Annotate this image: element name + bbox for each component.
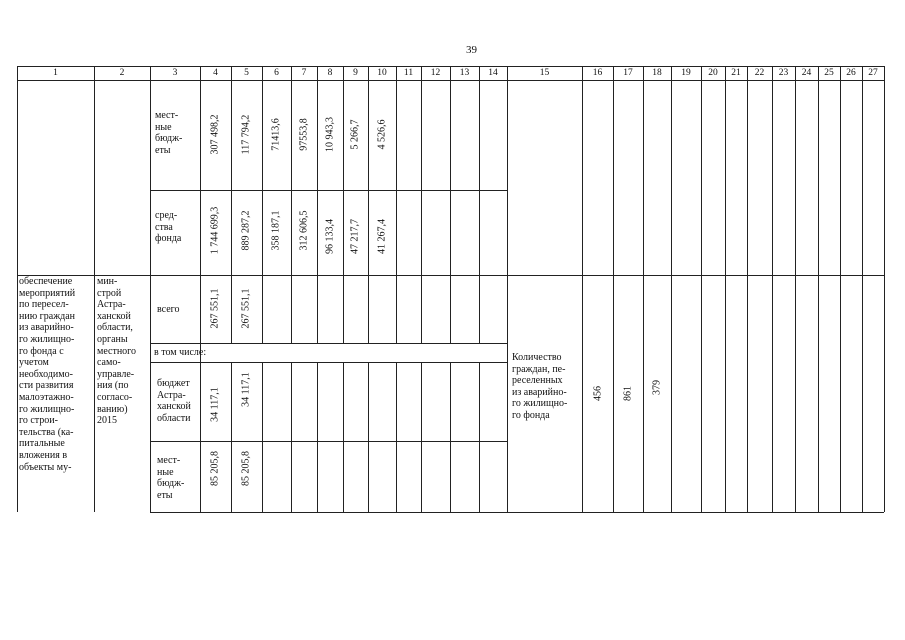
indicator-name: Количество граждан, пе- реселенных из аварийно- го жилищно- го фонда [512,352,568,421]
indicator-value: 861 [622,386,634,401]
col-line [343,362,344,512]
col-line [450,66,451,343]
col-line [17,66,18,512]
column-number-20: 20 [708,68,718,78]
col-line [291,66,292,343]
col-line [262,362,263,512]
col-line [772,66,773,512]
col-line [862,66,863,512]
cell-value: 71413,6 [270,118,282,151]
col-line [421,362,422,512]
col-line [725,66,726,512]
column-number-6: 6 [274,68,279,78]
column-number-15: 15 [539,68,550,78]
cell-value: 85 205,8 [240,451,252,486]
col-line [479,362,480,512]
row-divider [150,343,507,344]
col-line [747,66,748,512]
cell-value: 889 287,2 [240,210,252,251]
row-divider [150,441,507,442]
column-number-14: 14 [488,68,498,78]
page-number: 39 [466,44,477,56]
cell-value: 97553,8 [298,118,310,151]
col-line [200,66,201,512]
col-line [317,66,318,343]
col-line [840,66,841,512]
col-line [368,66,369,343]
column-number-22: 22 [754,68,765,78]
column-number-7: 7 [301,68,307,78]
cell-value: 47 217,7 [349,219,361,254]
row-divider [150,362,507,363]
col-line [643,66,644,512]
cell-value: 96 133,4 [324,219,336,254]
table-bottom-border [150,512,884,513]
cell-value: 34 117,1 [240,372,252,407]
column-number-8: 8 [327,68,333,78]
col-line [582,66,583,512]
cell-value: 267 551,1 [209,288,221,329]
cell-value: 117 794,2 [240,114,252,155]
col-line [150,66,151,512]
col-line [291,362,292,512]
row-label-including: в том числе: [154,347,207,358]
col-line [507,66,508,512]
row-label-regional-budget: бюджет Астра- ханской области [157,378,191,424]
column-number-5: 5 [244,68,249,78]
indicator-value: 456 [592,386,604,401]
col-line [450,362,451,512]
cell-value: 1 744 699,3 [209,206,221,255]
column-number-25: 25 [824,68,834,78]
cell-value: 358 187,1 [270,210,282,251]
col-line [701,66,702,512]
column-number-2: 2 [119,68,125,78]
column-number-24: 24 [801,68,812,78]
cell-value: 307 498,2 [209,114,221,155]
cell-value: 4 526,6 [376,119,388,150]
column-number-27: 27 [868,68,878,78]
cell-value: 10 943,3 [324,117,336,152]
column-number-16: 16 [592,68,603,78]
measure-description: обеспечение мероприятий по пересел- нию граждан из аварийно- го жилищно- го фонда с учетом необходимо- сти развития малоэтажно- го жилищно- го строи- тельства (ка- питальные вложения в объекты му- [19,276,76,473]
column-number-3: 3 [172,68,178,78]
column-number-19: 19 [681,68,691,78]
column-number-9: 9 [353,68,358,78]
column-number-21: 21 [731,68,741,78]
col-line [368,362,369,512]
column-number-4: 4 [213,68,218,78]
cell-value: 41 267,4 [376,219,388,254]
col-line [671,66,672,512]
cell-value: 267 551,1 [240,288,252,329]
column-number-10: 10 [377,68,387,78]
col-line [94,66,95,512]
row-divider [150,190,507,191]
col-line [396,66,397,343]
col-line [421,66,422,343]
col-line [479,66,480,343]
column-number-13: 13 [459,68,470,78]
col-line [396,362,397,512]
row-label-local-budgets: мест- ные бюдж- еты [157,455,185,501]
cell-value: 5 266,7 [349,119,361,150]
row-label-local-budgets: мест- ные бюдж- еты [155,110,183,156]
column-number-18: 18 [652,68,662,78]
col-line [884,66,885,512]
row-label-fund-means: сред- ства фонда [155,210,182,245]
column-number-1: 1 [53,68,58,78]
responsible-executor: мин- строй Астра- ханской области, органы местного само- управле- ния (по согласо- ванию) 2015 [97,276,137,427]
col-line [613,66,614,512]
column-number-11: 11 [403,68,414,78]
row-label-total: всего [157,304,180,315]
col-line [795,66,796,512]
col-line [231,66,232,343]
col-line [818,66,819,512]
col-line [262,66,263,343]
column-number-17: 17 [623,68,633,78]
indicator-value: 379 [651,380,663,395]
column-number-26: 26 [846,68,856,78]
column-number-23: 23 [778,68,789,78]
col-line [231,362,232,512]
col-line [343,66,344,343]
cell-value: 312 606,5 [298,210,310,251]
cell-value: 85 205,8 [209,451,221,486]
cell-value: 34 117,1 [209,387,221,422]
column-number-12: 12 [430,68,441,78]
col-line [317,362,318,512]
